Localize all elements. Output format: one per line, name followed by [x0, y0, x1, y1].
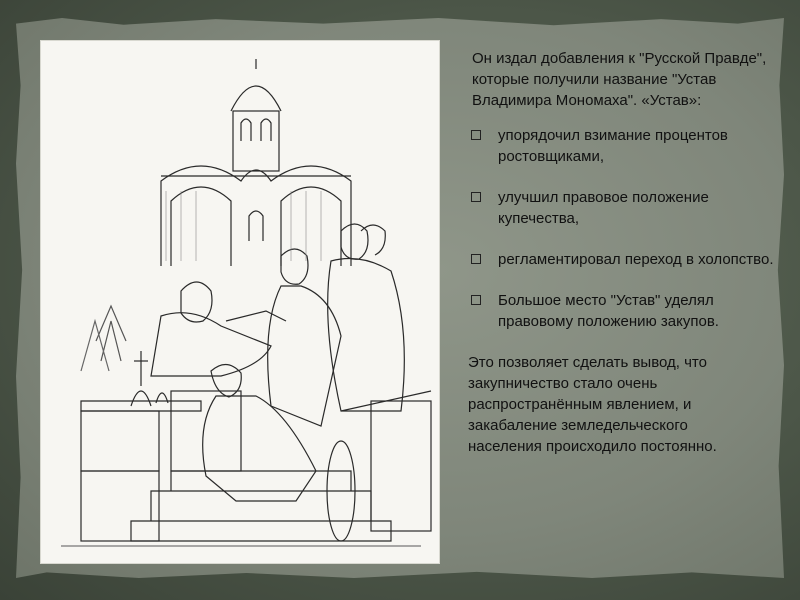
bullet-list [466, 125, 784, 332]
list-item [466, 125, 784, 167]
list-item [466, 187, 784, 229]
checkbox-bullet-icon [471, 130, 481, 140]
bullet-text: улучшил правовое положение купечества, [498, 189, 709, 227]
conclusion-text: Это позволяет сделать вывод, что закупничество стало очень распространённым явлением, и закабаление земледельческого населения происходило постоянно. [468, 354, 717, 455]
slide-text [466, 48, 784, 457]
list-item [466, 249, 784, 270]
engraving-illustration [40, 40, 440, 564]
bullet-text: регламентировал переход в холопство. [498, 251, 774, 268]
engraving-icon [41, 41, 439, 563]
checkbox-bullet-icon [471, 295, 481, 305]
bullet-text: упорядочил взимание процентов ростовщиками, [498, 127, 728, 165]
checkbox-bullet-icon [471, 192, 481, 202]
bullet-text: Большое место "Устав" уделял правовому положению закупов. [498, 292, 719, 330]
list-item [466, 290, 784, 332]
checkbox-bullet-icon [471, 254, 481, 264]
intro-text: Он издал добавления к "Русской Правде", которые получили название "Устав Владимира Мономаха". «Устав»: [472, 50, 767, 109]
